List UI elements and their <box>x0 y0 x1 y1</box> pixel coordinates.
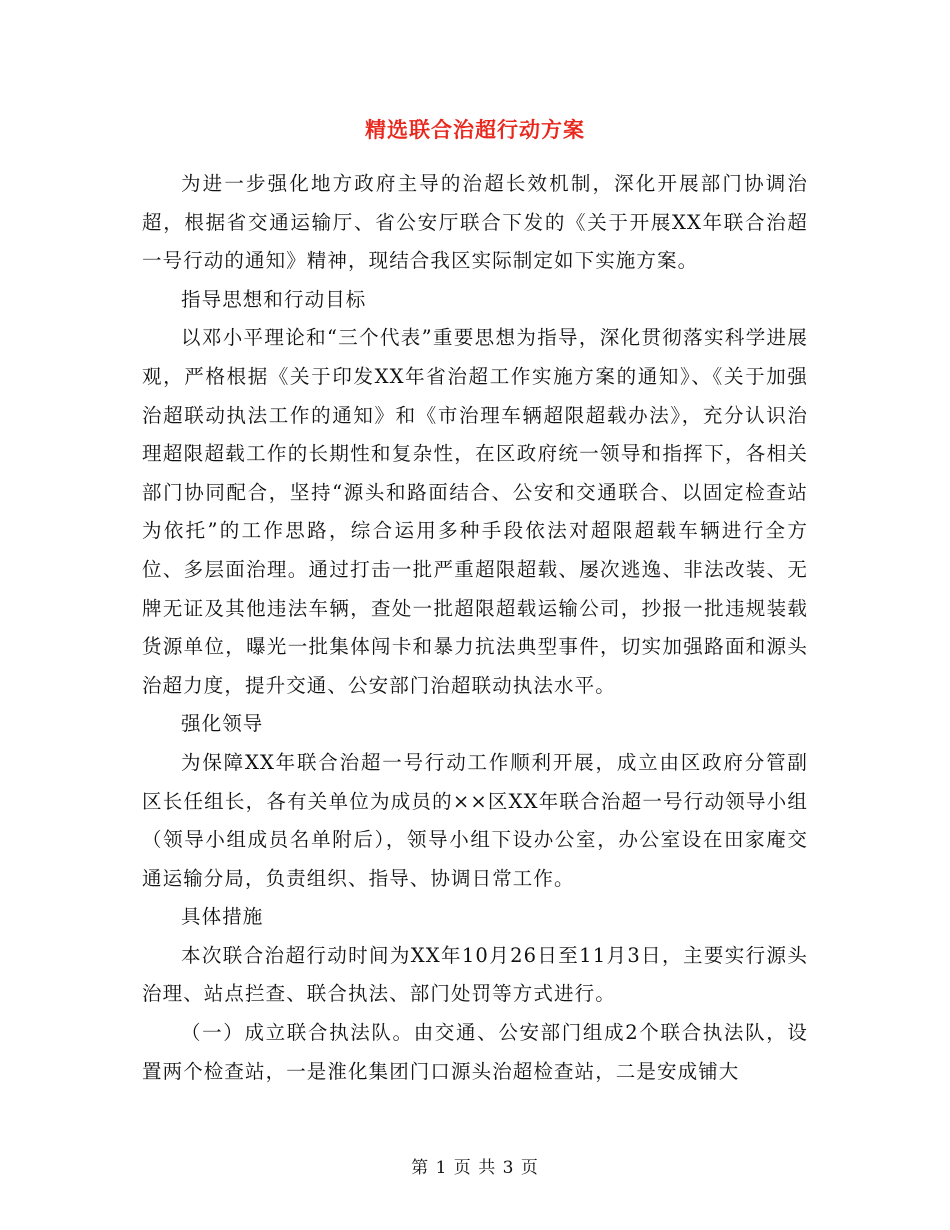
section-heading-leadership: 强化领导 <box>181 712 264 736</box>
measures-item-1-paragraph: （一）成立联合执法队。由交通、公安部门组成2个联合执法队，设置两个检查站，一是淮化集团门口源头治超检查站，二是安成铺大 <box>142 1021 808 1083</box>
leadership-paragraph: 为保障XX年联合治超一号行动工作顺利开展，成立由区政府分管副区长任组长，各有关单位为成员的××区XX年联合治超一号行动领导小组（领导小组成员名单附后），领导小组下设办公室，办公室设在田家庵交通运输分局，负责组织、指导、协调日常工作。 <box>142 750 808 890</box>
section-heading-guiding-ideology: 指导思想和行动目标 <box>181 287 367 311</box>
intro-paragraph: 为进一步强化地方政府主导的治超长效机制，深化开展部门协调治超，根据省交通运输厅、省公安厅联合下发的《关于开展XX年联合治超一号行动的通知》精神，现结合我区实际制定如下实施方案。 <box>142 172 808 273</box>
page-number-label: 第 1 页 共 3 页 <box>411 1158 539 1178</box>
document-body <box>142 165 808 1091</box>
guiding-ideology-paragraph: 以邓小平理论和“三个代表”重要思想为指导，深化贯彻落实科学进展观，严格根据《关于印发XX年省治超工作实施方案的通知》、《关于加强治超联动执法工作的通知》和《市治理车辆超限超载办法》，充分认识治理超限超载工作的长期性和复杂性，在区政府统一领导和指挥下，各相关部门协同配合，坚持“源头和路面结合、公安和交通联合、以固定检查站为依托”的工作思路，综合运用多种手段依法对超限超载车辆进行全方位、多层面治理。通过打击一批严重超限超载、屡次逃逸、非法改装、无牌无证及其他违法车辆，查处一批超限超载运输公司，抄报一批违规装载货源单位，曝光一批集体闯卡和暴力抗法典型事件，切实加强路面和源头治超力度，提升交通、公安部门治超联动执法水平。 <box>142 326 808 697</box>
page-footer <box>0 1153 950 1178</box>
section-heading-measures: 具体措施 <box>181 905 264 929</box>
measures-paragraph: 本次联合治超行动时间为XX年10月26日至11月3日，主要实行源头治理、站点拦查、联合执法、部门处罚等方式进行。 <box>142 943 808 1006</box>
document-title: 精选联合治超行动方案 <box>365 117 585 142</box>
